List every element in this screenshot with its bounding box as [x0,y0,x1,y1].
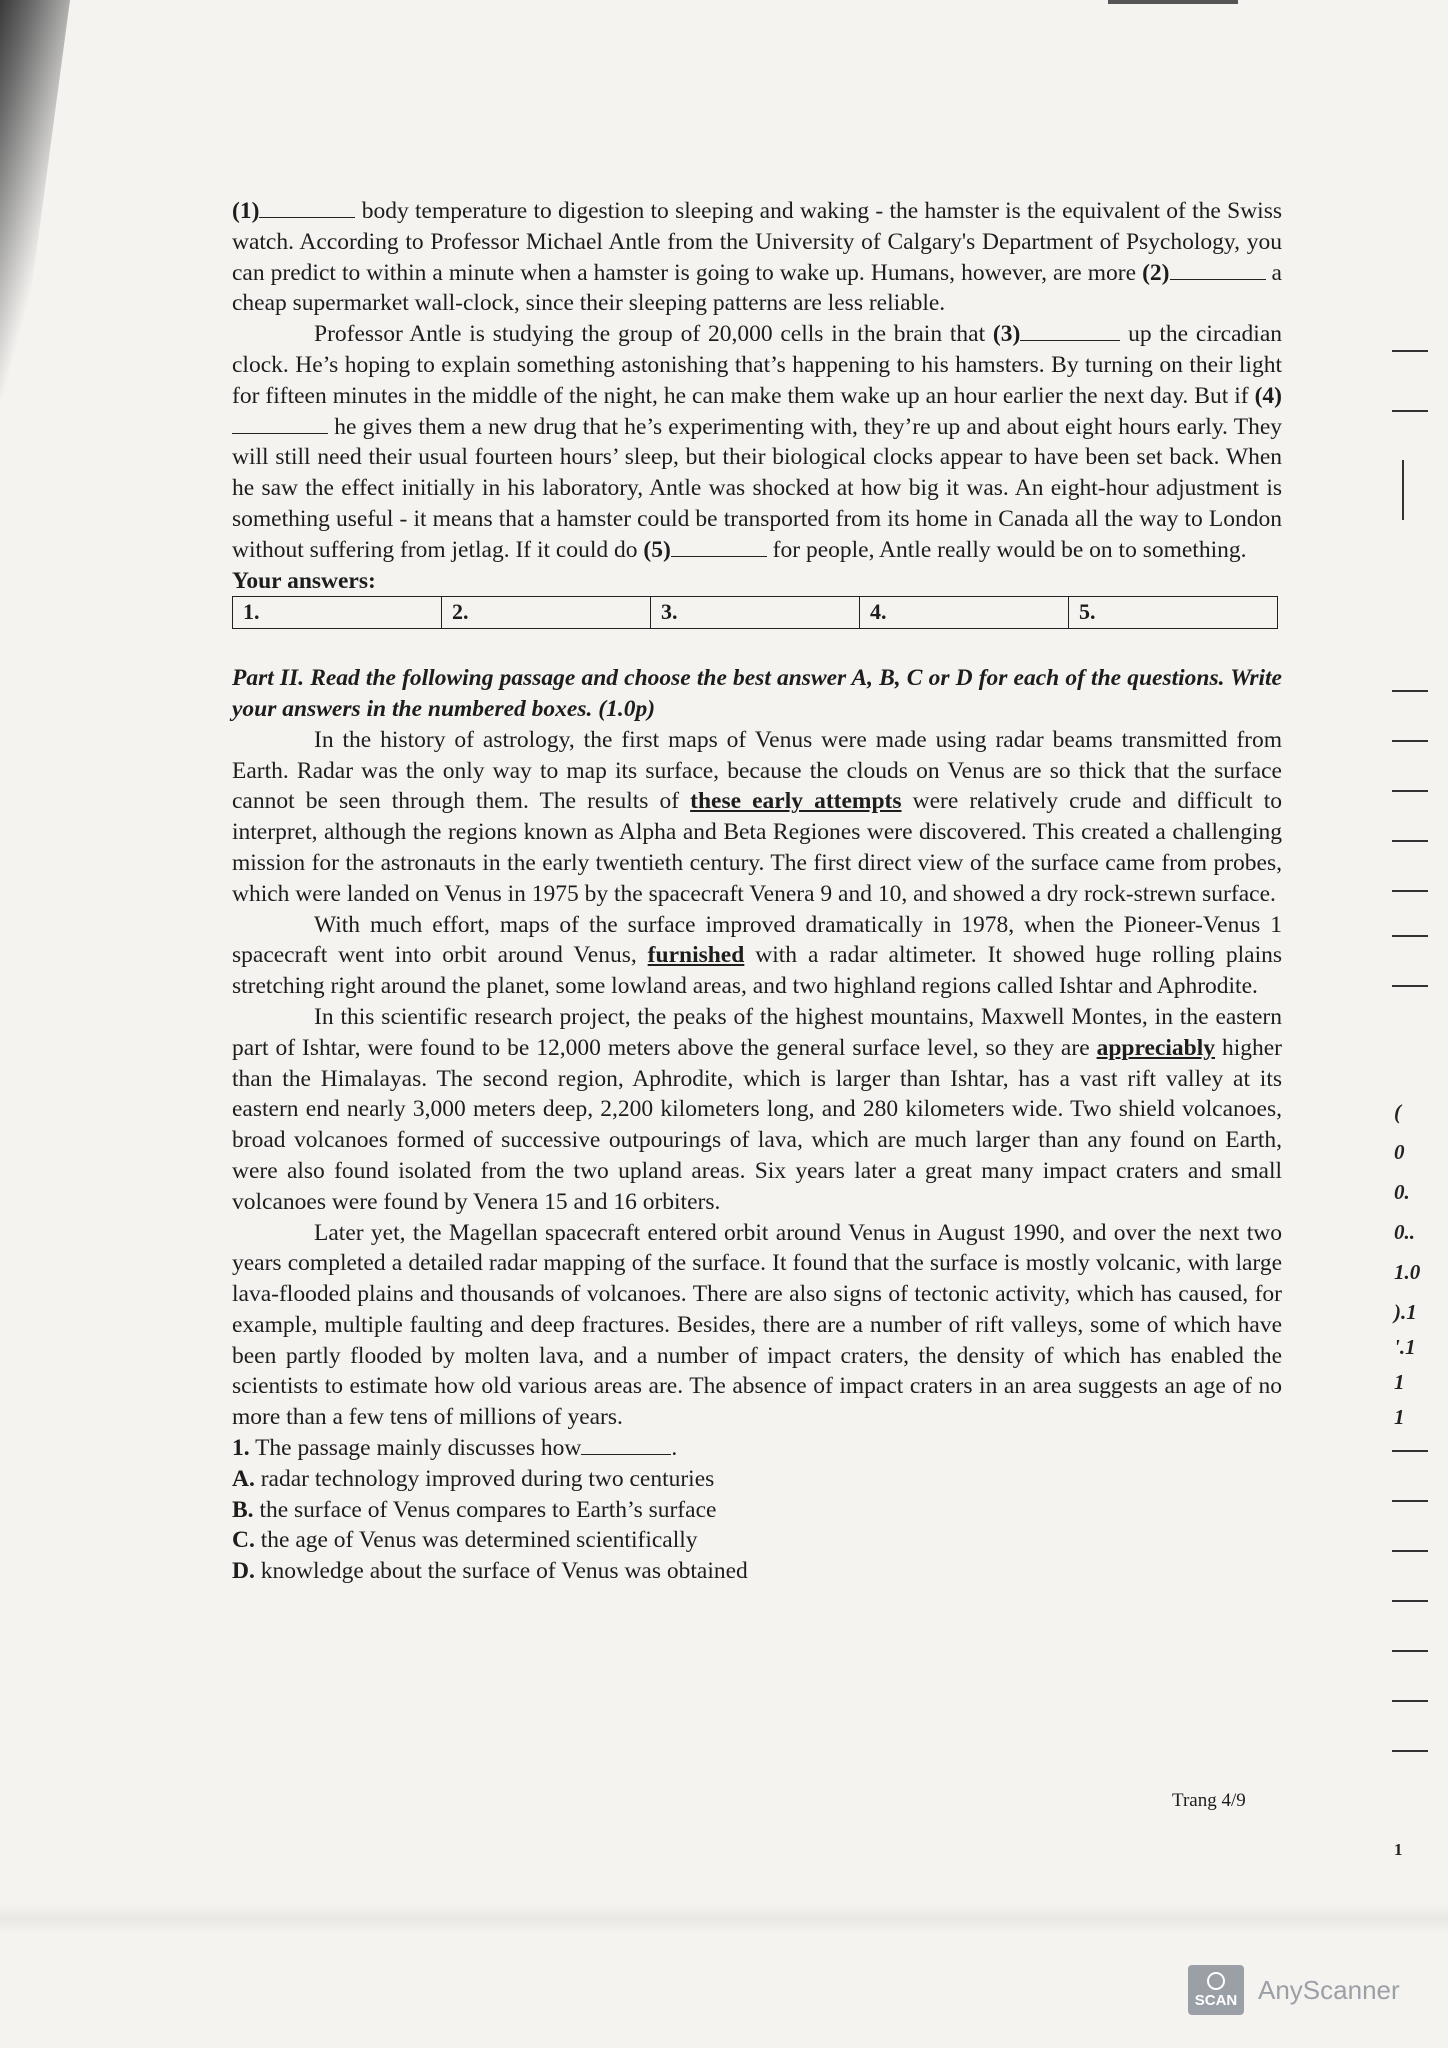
question-1-text: The passage mainly discusses how [249,1435,582,1462]
margin-tick [1392,740,1428,742]
part1-paragraph-2 [232,319,1282,565]
question-1-period: . [671,1435,678,1462]
option-b[interactable] [232,1495,1282,1526]
scan-shadow-bar [0,1905,1448,1933]
part2-para3-text-b: higher than the Himalayas. The second region, Aphrodite, which is larger than Ishtar, has a vast rift valley at its eastern end nearly 3,000 meters deep, 2,200 kilometers long, and 280 kilometers wide. Two shield volcanoes, broad volcanoes formed of successive outpourings of lava, which are much larger than any found on Earth, were also found isolated from the two upland areas. Six years later a great many impact craters and small volcanoes were found by Venera 15 and 16 orbiters. [232,1034,1282,1215]
option-d-text: knowledge about the surface of Venus was obtained [254,1558,748,1585]
option-c[interactable] [232,1525,1282,1556]
margin-tick [1392,1450,1428,1452]
answer-box-1[interactable]: 1. [233,597,442,629]
part2-paragraph-4: Later yet, the Magellan spacecraft entered orbit around Venus in August 1990, and over the next two years completed a detailed radar mapping of the surface. It found that the surface is mostly volcanic, with large lava-flooded plains and thousands of volcanoes. There are also signs of tectonic activity, which has caused, for example, multiple faulting and deep fractures. Besides, there are a number of rift valleys, some of which have been partly flooded by molten lava, and a number of impact craters, the density of which has enabled the scientists to estimate how old various areas are. The absence of impact craters in an area suggests an age of no more than a few tens of millions of years. [232,1219,1282,1431]
gap-1-blank[interactable] [259,197,355,218]
part1-para2-text-c: he gives them a new drug that he’s experimenting with, they’re up and about eight hours early. They will still need their usual fourteen hours’ sleep, but their biological clocks appear to have been set back. When he saw the effect initially in his laboratory, Antle was shocked at how big it was. An eight-hour adjustment is something useful - it means that a hamster could be transported from its home in Canada all the way to London without suffering from jetlag. If it could do [232,413,1282,563]
part2-paragraph-2 [232,910,1282,1002]
margin-mark-8: 1 [1394,1370,1405,1394]
gap-2-blank[interactable] [1170,259,1266,280]
margin-tick [1392,1600,1428,1602]
gap-number-5: (5) [643,536,671,563]
option-a[interactable] [232,1464,1282,1495]
scan-logo-badge-text: SCAN [1194,1991,1238,2009]
margin-mark-3: 0. [1394,1180,1410,1204]
part2-paragraph-3 [232,1002,1282,1218]
margin-mark-4: 0.. [1394,1220,1415,1244]
gap-number-3: (3) [992,321,1021,348]
answer-box-4[interactable]: 4. [860,597,1069,629]
option-b-text: the surface of Venus compares to Earth’s surface [253,1496,717,1523]
margin-tick [1392,410,1428,412]
question-1-options [232,1464,1282,1587]
part1-para2-text-d: for people, Antle really would be on to something. [766,536,1247,563]
margin-mark-10: 1 [1394,1840,1403,1859]
margin-tick [1392,690,1428,692]
top-edge-mark [1108,0,1238,4]
margin-tick [1392,1650,1428,1652]
question-1-number: 1. [232,1435,250,1462]
option-a-text: radar technology improved during two centuries [254,1465,715,1492]
answer-box-5[interactable]: 5. [1069,597,1278,629]
margin-tick [1392,840,1428,842]
option-c-text: the age of Venus was determined scientifically [254,1527,698,1554]
margin-mark-7: '.1 [1394,1335,1416,1359]
margin-mark-1: ( [1394,1100,1401,1124]
anyscanner-watermark [1188,1965,1400,2015]
part2-para1-text-a: In the history of astrology, the first maps of Venus were made using radar beams transmitted from Earth. Radar was the only way to map its surface, because the clouds on Venus are so thick that the surface cannot be seen through them. The results of [232,726,1282,815]
margin-tick [1392,935,1428,937]
margin-tick [1392,1500,1428,1502]
scan-logo-circle [1207,1972,1225,1990]
margin-tick [1392,890,1428,892]
underlined-word-appreciably: appreciably [1096,1034,1215,1061]
answer-box-2[interactable]: 2. [442,597,651,629]
option-a-letter: A. [232,1465,255,1492]
scan-logo-icon [1188,1965,1244,2015]
underlined-phrase-these-early-attempts: these early attempts [690,788,902,815]
question-1-blank[interactable] [581,1434,671,1455]
gap-number-2: (2) [1142,259,1170,286]
gap-4-blank[interactable] [232,413,328,434]
part1-paragraph-1 [232,196,1282,319]
margin-mark-5: 1.0 [1394,1260,1421,1284]
page-edge-shadow [0,0,70,420]
part1-para1-text-a: body temperature to digestion to sleeping and waking - the hamster is the equivalent of the Swiss watch. According to Professor Michael Antle from the University of Calgary's Department of Psychology, you can predict to within a minute when a hamster is going to wake up. Humans, however, are more [232,198,1282,286]
answer-table [232,596,1278,629]
part2-para1-text-b: were relatively crude and difficult to interpret, although the regions known as Alpha and Beta Regiones were discovered. This created a challenging mission for the astronauts in the early twentieth century. The first direct view of the surface came from probes, which were landed on Venus in 1975 by the spacecraft Venera 9 and 10, and showed a dry rock-strewn surface. [232,788,1283,907]
part1-para2-text-a: Professor Antle is studying the group of 20,000 cells in the brain that [314,321,993,348]
option-d-letter: D. [232,1558,255,1585]
part2-para2-text-b: with a radar altimeter. It showed huge rolling plains stretching right around the planet, some lowland areas, and two highland regions called Ishtar and Aphrodite. [232,942,1282,1000]
scanner-brand-name: AnyScanner [1258,1974,1400,2005]
margin-tick [1402,460,1404,520]
next-page-margin-marks [1392,350,1442,1870]
margin-tick [1392,1550,1428,1552]
underlined-word-furnished: furnished [647,942,745,969]
part2-para3-text-a: In this scientific research project, the peaks of the highest mountains, Maxwell Montes, in the eastern part of Ishtar, were found to be 12,000 meters above the general surface level, so they are [232,1003,1282,1061]
page-number: Trang 4/9 [1172,1790,1246,1811]
option-c-letter: C. [232,1527,255,1554]
gap-number-1: (1) [232,198,260,224]
part2-para2-text-a: With much effort, maps of the surface improved dramatically in 1978, when the Pioneer-Venus 1 spacecraft went into orbit around Venus, [232,911,1282,969]
margin-tick [1392,790,1428,792]
page-content [232,196,1282,1587]
margin-mark-2: 0 [1394,1140,1405,1164]
gap-5-blank[interactable] [671,536,767,557]
margin-tick [1392,985,1428,987]
margin-tick [1392,1750,1428,1752]
margin-tick [1392,1700,1428,1702]
margin-mark-9: 1 [1394,1405,1405,1429]
margin-mark-6: ).1 [1394,1300,1417,1324]
question-1-stem [232,1433,1282,1464]
gap-number-4: (4) [1254,382,1282,409]
part2-paragraph-1 [232,725,1282,910]
margin-tick [1392,350,1428,352]
answer-box-3[interactable]: 3. [651,597,860,629]
option-d[interactable] [232,1556,1282,1587]
part1-para1-text-b: a cheap supermarket wall-clock, since their sleeping patterns are less reliable. [232,259,1282,317]
answers-label: Your answers: [232,567,376,594]
option-b-letter: B. [232,1496,254,1523]
part2-heading: Part II. Read the following passage and choose the best answer A, B, C or D for each of the questions. Write your answers in the numbered boxes. (1.0p) [232,665,1282,722]
gap-3-blank[interactable] [1020,320,1120,341]
part1-para2-text-b: up the circadian clock. He’s hoping to explain something astonishing that’s happening to his hamsters. By turning on their light for fifteen minutes in the middle of the night, he can make them wake up an hour earlier the next day. But if [232,321,1282,409]
